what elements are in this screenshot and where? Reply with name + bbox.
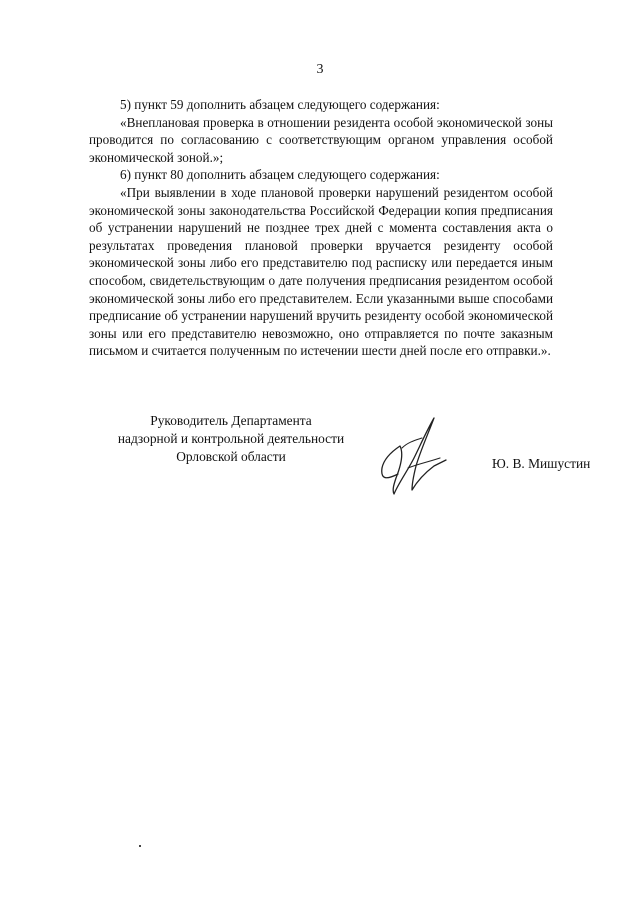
paragraph-item-6: 6) пункт 80 дополнить абзацем следующего содержания: (120, 167, 440, 183)
paragraph-item-5: 5) пункт 59 дополнить абзацем следующего содержания: (120, 97, 440, 112)
paragraph-quote-1: «Внеплановая проверка в отношении резидента особой экономической зоны проводится по согласованию с соответствующим органом управления особой экономической зоной.»; (89, 114, 553, 165)
document-body (89, 96, 553, 360)
position-line-2: надзорной и контрольной деятельности (117, 431, 345, 446)
page-number: 3 (316, 62, 324, 77)
signatory-position (96, 412, 366, 466)
signatory-name: Ю. В. Мишустин (492, 456, 591, 471)
handwritten-signature (368, 408, 458, 500)
paragraph-quote-2: «При выявлении в ходе плановой проверки нарушений резидентом особой экономической зоны законодательства Российской Федерации копия предписания об устранении нарушений не позднее трех дней с момента составления акта о результатах проведения плановой проверки вручается резиденту особой экономической зоны либо его представителю под расписку или передается иным способом, свидетельствующим о дате получения предписания резидентом особой экономической зоны либо его представителем. Если указанными выше способами предписание об устранении нарушений вручить резиденту особой экономической зоны или его представителю невозможно, оно отправляется по почте заказным письмом и считается полученным по истечении шести дней после его отправки.». (89, 184, 553, 359)
position-line-1: Руководитель Департамента (150, 413, 312, 428)
scan-speck (139, 845, 141, 847)
position-line-3: Орловской области (176, 449, 286, 464)
